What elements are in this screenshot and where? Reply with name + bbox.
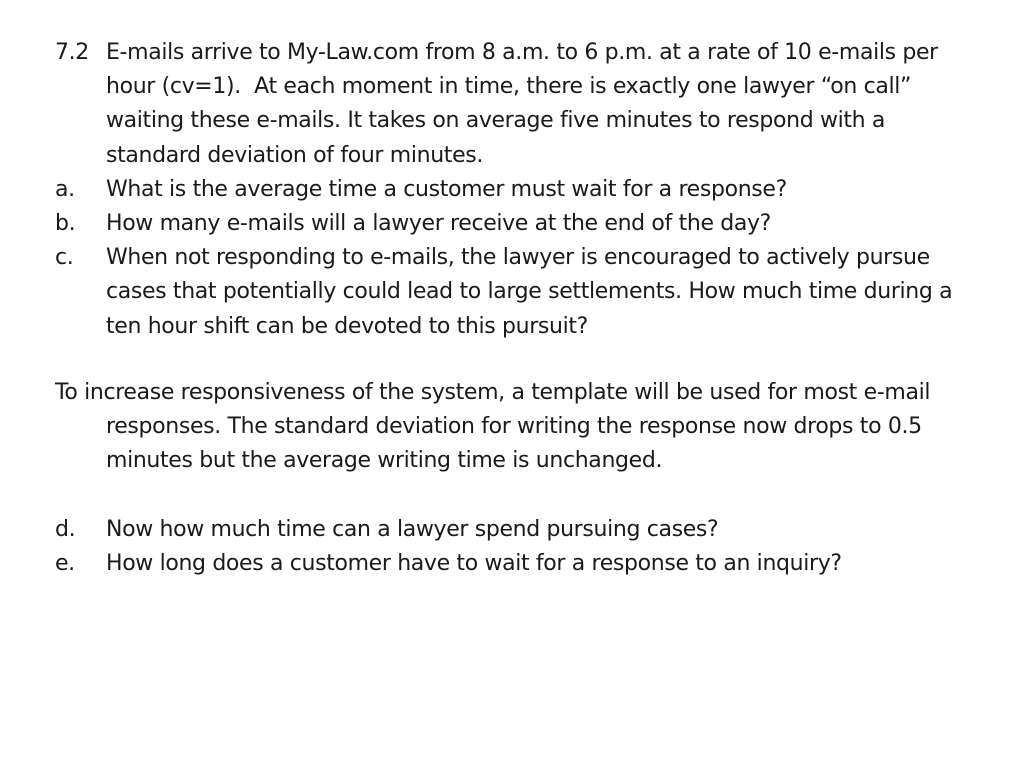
question-c — [55, 241, 960, 344]
problem-statement — [55, 36, 960, 173]
question-text: How long does a customer have to wait for a response to an inquiry? — [106, 551, 842, 577]
question-d — [55, 513, 960, 547]
question-b — [55, 207, 960, 241]
question-label: c. — [55, 245, 74, 271]
question-label: a. — [55, 176, 75, 202]
problem-number: 7.2 — [55, 40, 89, 65]
question-text: How many e-mails will a lawyer receive at the end of the day? — [106, 211, 772, 237]
question-label: d. — [55, 517, 76, 542]
followup-block — [55, 513, 960, 581]
problem-block — [55, 36, 960, 344]
question-text: What is the average time a customer must wait for a response? — [106, 176, 787, 202]
question-label: b. — [55, 211, 76, 237]
template-block — [55, 376, 960, 479]
question-text: When not responding to e-mails, the lawyer is encouraged to actively pursue cases that potentially could lead to large settlements. How much time during a ten hour shift can be devoted to this pursuit? — [106, 245, 953, 339]
question-e — [55, 547, 960, 581]
question-text: Now how much time can a lawyer spend pursuing cases? — [106, 517, 719, 542]
question-label: e. — [55, 551, 75, 577]
question-a — [55, 173, 960, 207]
problem-statement-text: E-mails arrive to My-Law.com from 8 a.m. to 6 p.m. at a rate of 10 e-mails per hour (cv=1). At each moment in time, there is exactly one lawyer “on call” waiting these e-mails. It takes on average five minutes to respond with a standard deviation of four minutes. — [106, 40, 938, 168]
template-paragraph: To increase responsiveness of the system, a template will be used for most e-mail responses. The standard deviation for writing the response now drops to 0.5 minutes but the average writing time is unchanged. — [55, 380, 931, 474]
